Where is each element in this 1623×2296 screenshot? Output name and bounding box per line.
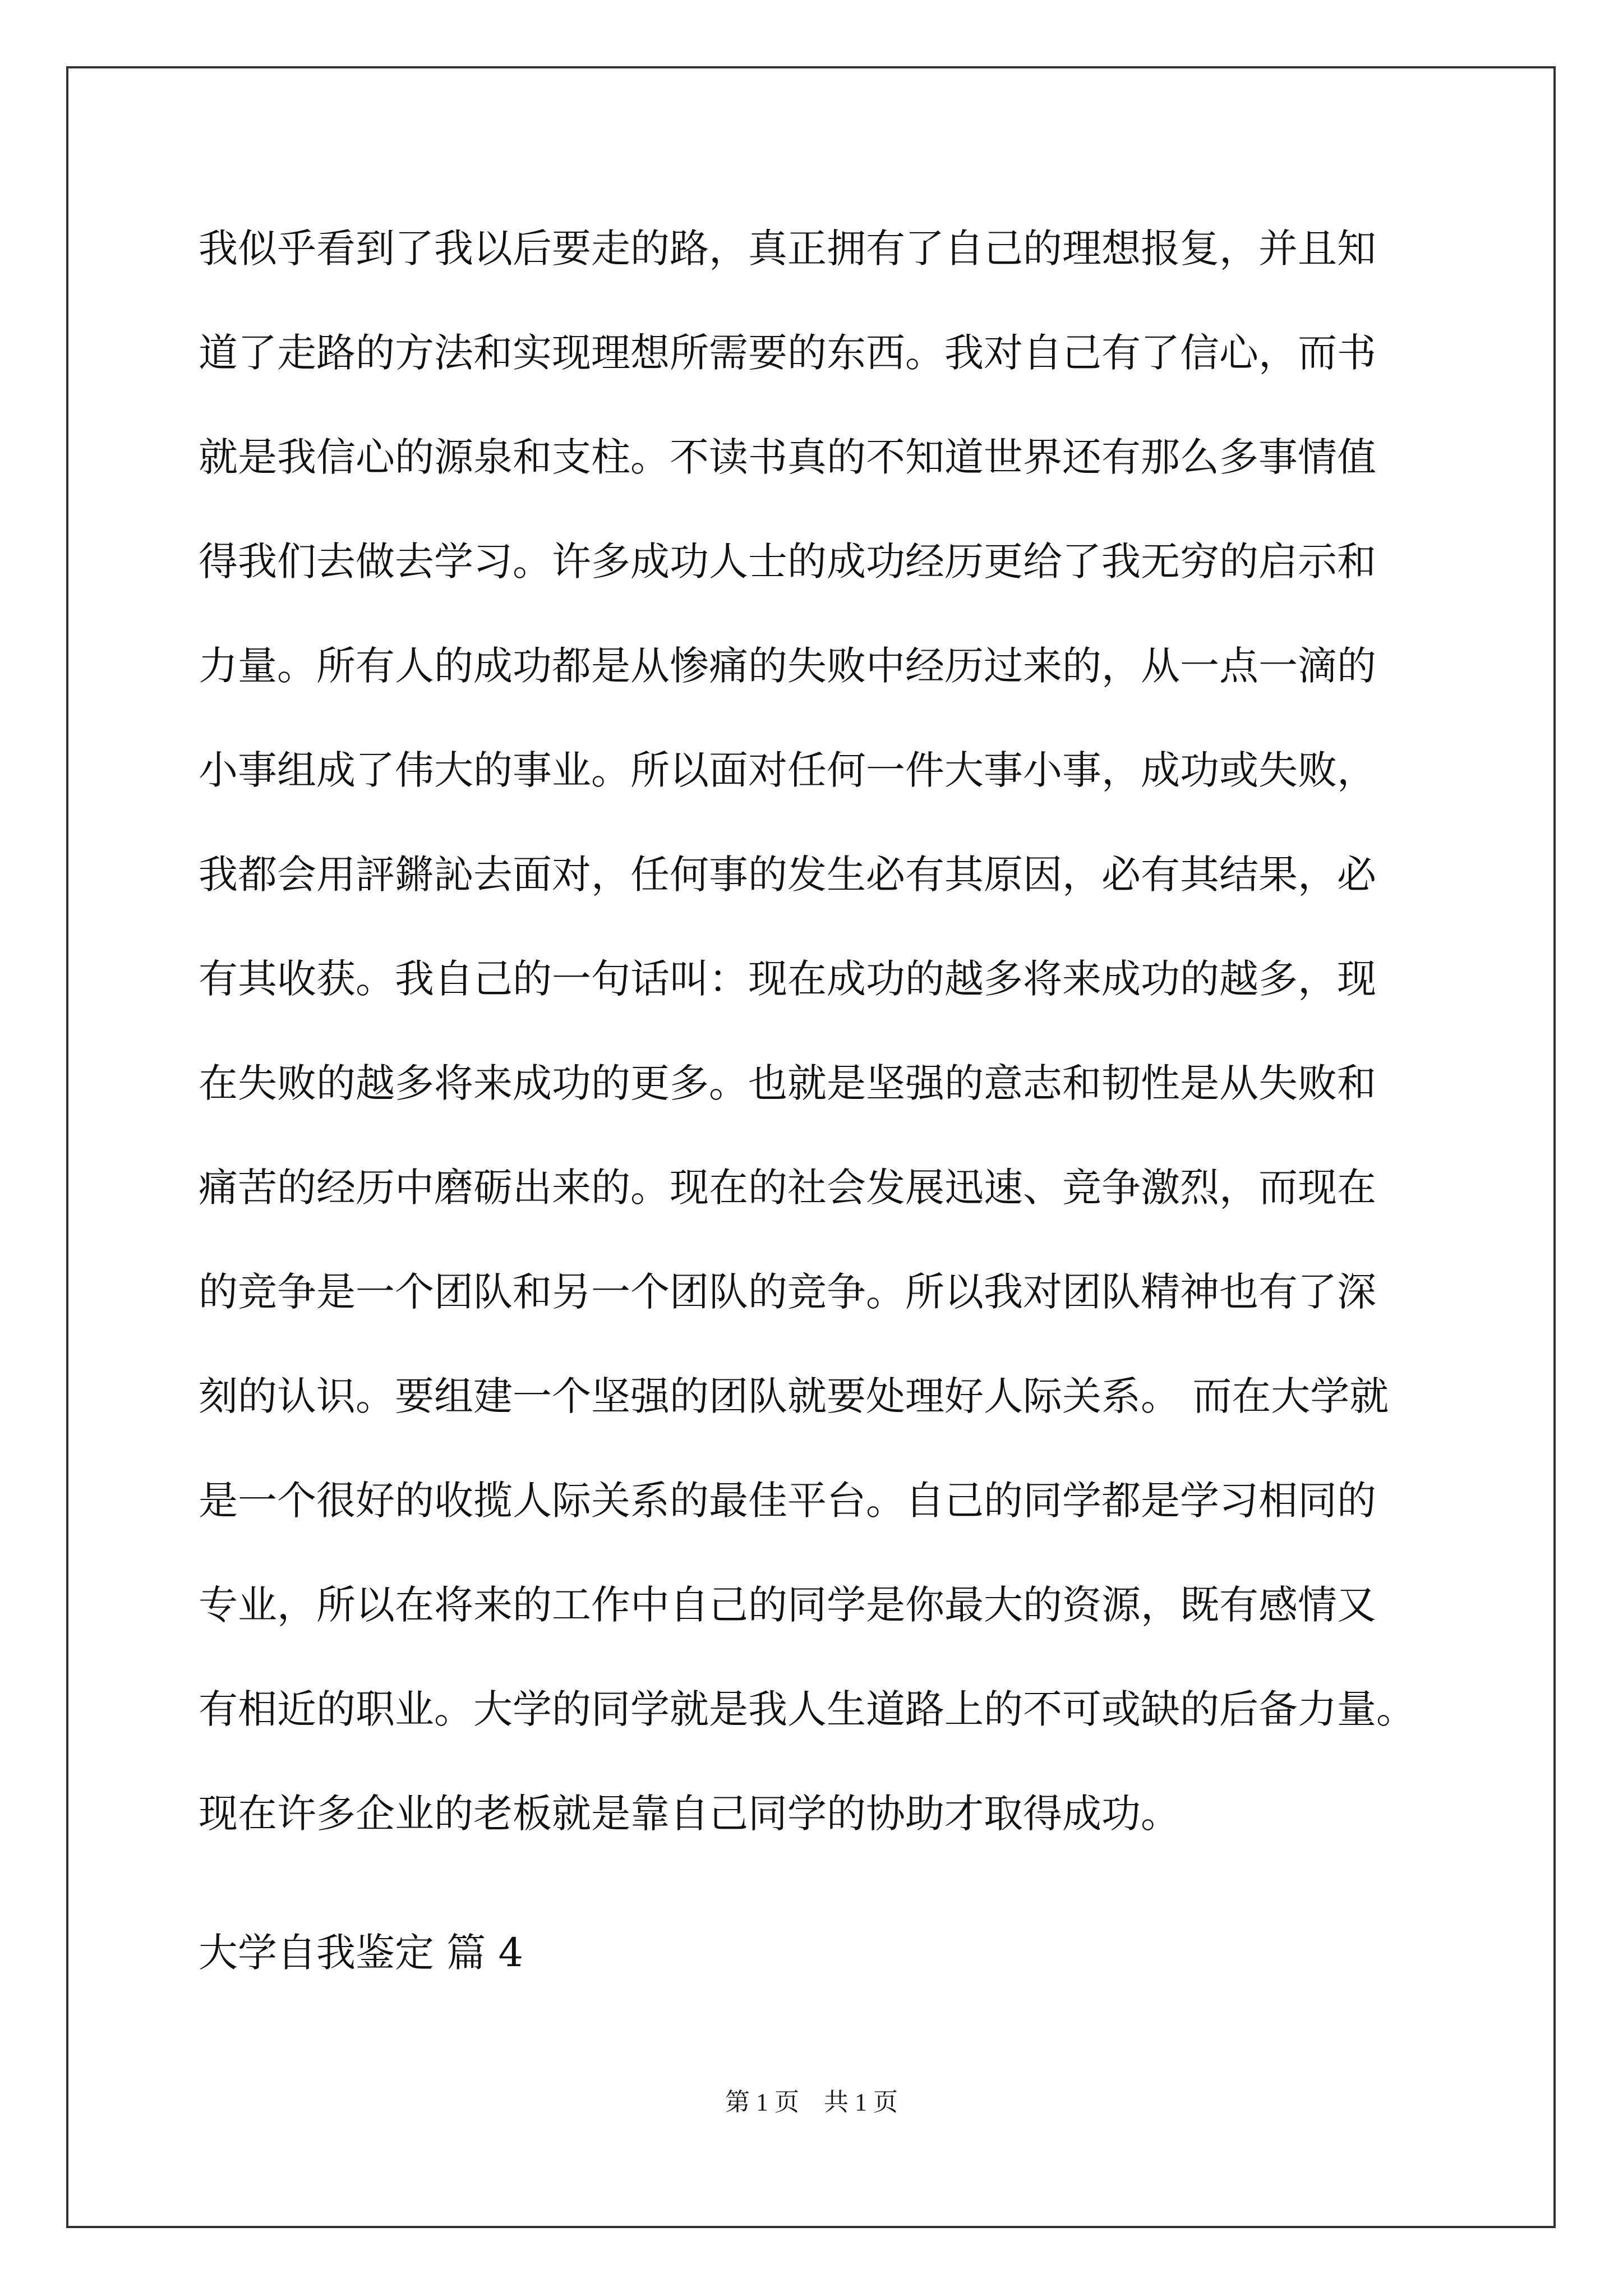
body-text-line: 有相近的职业。大学的同学就是我人生道路上的不可或缺的后备力量。: [199, 1686, 1415, 1732]
body-text-line: 我似乎看到了我以后要走的路，真正拥有了自己的理想报复，并且知: [199, 226, 1376, 272]
body-text-line: 刻的认识。要组建一个坚强的团队就要处理好人际关系。 而在大学就: [199, 1373, 1389, 1419]
page-number-footer: 第 1 页 共 1 页: [725, 2088, 898, 2116]
section-heading: 大学自我鉴定 篇 4: [199, 1930, 524, 1976]
body-text-line: 我都会用評鏘訫去面对，任何事的发生必有其原因，必有其结果，必: [199, 852, 1376, 898]
body-text-line: 的竞争是一个团队和另一个团队的竞争。所以我对团队精神也有了深: [199, 1269, 1376, 1315]
body-text-line: 得我们去做去学习。许多成功人士的成功经历更给了我无穷的启示和: [199, 539, 1376, 585]
body-text-line: 就是我信心的源泉和支柱。不读书真的不知道世界还有那么多事情值: [199, 434, 1376, 480]
body-text-line: 是一个很好的收揽人际关系的最佳平台。自己的同学都是学习相同的: [199, 1478, 1376, 1524]
body-text-line: 现在许多企业的老板就是靠自己同学的协助才取得成功。: [199, 1791, 1180, 1837]
body-text-line: 力量。所有人的成功都是从惨痛的失败中经历过来的，从一点一滴的: [199, 643, 1376, 689]
body-text-line: 小事组成了伟大的事业。所以面对任何一件大事小事，成功或失败，: [199, 747, 1376, 793]
page-border: [66, 66, 1556, 2228]
body-text-line: 道了走路的方法和实现理想所需要的东西。我对自己有了信心，而书: [199, 330, 1376, 376]
body-text-line: 在失败的越多将来成功的更多。也就是坚强的意志和韧性是从失败和: [199, 1060, 1376, 1106]
body-text-line: 专业，所以在将来的工作中自己的同学是你最大的资源，既有感情又: [199, 1582, 1376, 1628]
body-text-line: 有其收获。我自己的一句话叫：现在成功的越多将来成功的越多，现: [199, 956, 1376, 1002]
body-text-line: 痛苦的经历中磨砺出来的。现在的社会发展迅速、竞争激烈，而现在: [199, 1165, 1376, 1211]
